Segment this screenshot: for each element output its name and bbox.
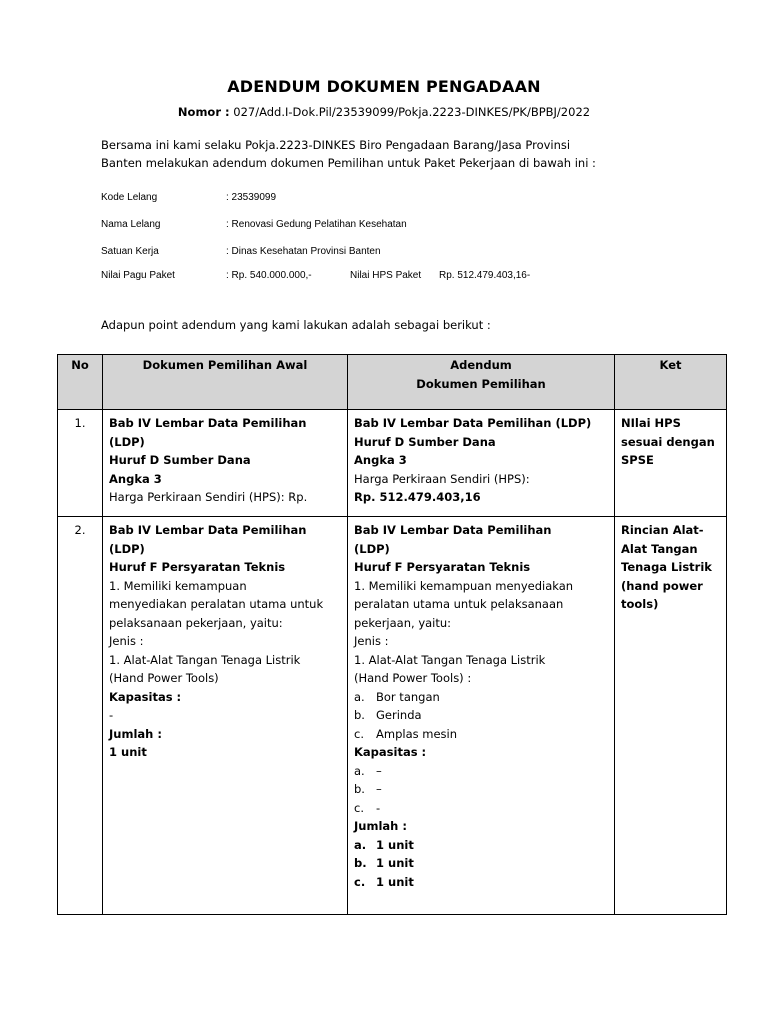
text-line: (LDP)	[354, 541, 390, 556]
text-line: pelaksanaan pekerjaan, yaitu:	[109, 615, 283, 630]
text-line: 1. Alat-Alat Tangan Tenaga Listrik	[109, 652, 301, 667]
text-line: Harga Perkiraan Sendiri (HPS):	[354, 471, 530, 486]
intro-paragraph	[101, 136, 701, 172]
table-header-row	[58, 355, 727, 410]
cell-awal	[103, 410, 348, 517]
text-line: pekerjaan, yaitu:	[354, 615, 452, 630]
point-intro: Adapun point adendum yang kami lakukan adalah sebagai berikut :	[101, 318, 491, 332]
list-item: b. –	[354, 782, 382, 796]
adendum-table	[57, 354, 727, 915]
text-line: 1. Alat-Alat Tangan Tenaga Listrik	[354, 652, 546, 667]
document-number	[0, 105, 768, 119]
info-label: Nama Lelang	[101, 219, 161, 230]
list-item: b. 1 unit	[354, 856, 414, 870]
text-line: Jumlah :	[354, 819, 407, 833]
text-line: 1. Memiliki kemampuan	[109, 578, 247, 593]
text-line: Huruf F Persyaratan Teknis	[354, 560, 531, 574]
info-label: Nilai Pagu Paket	[101, 270, 175, 281]
cell-adendum	[348, 410, 615, 517]
text-line: Rp. 512.479.403,16	[354, 490, 481, 504]
info-label: Kode Lelang	[101, 192, 158, 203]
table-row	[58, 517, 727, 915]
cell-awal	[103, 517, 348, 915]
text-line: Bab IV Lembar Data Pemilihan	[354, 523, 552, 537]
info-hps-value: Rp. 512.479.403,16-	[439, 270, 531, 281]
intro-line-1: Bersama ini kami selaku Pokja.2223-DINKES Biro Pengadaan Barang/Jasa Provinsi	[101, 138, 571, 152]
text-line: Harga Perkiraan Sendiri (HPS): Rp.	[109, 490, 308, 504]
text-line: tools)	[621, 597, 659, 611]
text-line: sesuai dengan	[621, 434, 715, 449]
text-line: Bab IV Lembar Data Pemilihan (LDP)	[109, 416, 307, 449]
info-value: : Rp. 540.000.000,-	[226, 270, 312, 281]
text-line: Kapasitas :	[354, 745, 427, 759]
info-value: : Renovasi Gedung Pelatihan Kesehatan	[226, 219, 407, 230]
text-line: peralatan utama untuk pelaksanaan	[354, 597, 564, 611]
header-adendum	[348, 355, 615, 410]
nomor-value: 027/Add.I-Dok.Pil/23539099/Pokja.2223-DINKES/PK/BPBJ/2022	[233, 105, 591, 119]
list-item: b. Gerinda	[354, 708, 422, 722]
info-value: : 23539099	[226, 192, 277, 203]
header-adendum-line2: Dokumen Pemilihan	[416, 376, 546, 391]
header-no: No	[58, 355, 103, 410]
text-line: Angka 3	[109, 471, 162, 486]
list-item: a. –	[354, 763, 382, 778]
list-item: c. -	[354, 800, 381, 815]
list-item: a. 1 unit	[354, 837, 414, 852]
text-line: Kapasitas :	[109, 689, 182, 704]
header-adendum-line1: Adendum	[450, 358, 512, 372]
text-line: Huruf D Sumber Dana	[354, 434, 496, 449]
text-line: Alat Tangan	[621, 541, 698, 556]
text-line: 1 unit	[109, 745, 147, 759]
table-row	[58, 410, 727, 517]
text-line: Huruf D Sumber Dana	[109, 453, 251, 467]
cell-no: 2.	[58, 517, 103, 915]
text-line: (Hand Power Tools) :	[354, 671, 472, 685]
info-label: Satuan Kerja	[101, 246, 159, 257]
text-line: NIlai HPS	[621, 416, 681, 430]
text-line: (hand power	[621, 578, 703, 593]
cell-adendum	[348, 517, 615, 915]
header-ket: Ket	[615, 355, 727, 410]
cell-no: 1.	[58, 410, 103, 517]
text-line: (LDP)	[109, 541, 145, 556]
list-item: c. 1 unit	[354, 874, 414, 889]
info-hps-label: Nilai HPS Paket	[350, 270, 422, 281]
text-line: Jenis :	[109, 634, 144, 648]
info-value: : Dinas Kesehatan Provinsi Banten	[226, 246, 381, 257]
text-line: Tenaga Listrik	[621, 560, 712, 574]
text-line: Angka 3	[354, 453, 407, 467]
list-item: c. Amplas mesin	[354, 726, 458, 741]
text-line: Bab IV Lembar Data Pemilihan (LDP)	[354, 416, 592, 430]
cell-ket	[615, 517, 727, 915]
text-line: (Hand Power Tools)	[109, 671, 219, 685]
text-line: Bab IV Lembar Data Pemilihan	[109, 523, 307, 537]
text-line: menyediakan peralatan utama untuk	[109, 597, 324, 611]
nomor-label: Nomor :	[177, 105, 230, 119]
document-title: ADENDUM DOKUMEN PENGADAAN	[227, 77, 541, 96]
header-awal: Dokumen Pemilihan Awal	[103, 355, 348, 410]
text-line: Jumlah :	[109, 726, 162, 741]
cell-ket	[615, 410, 727, 517]
text-line: SPSE	[621, 453, 654, 467]
text-line: Jenis :	[354, 634, 389, 648]
list-item: a. Bor tangan	[354, 689, 440, 704]
intro-line-2: Banten melakukan adendum dokumen Pemilihan untuk Paket Pekerjaan di bawah ini :	[101, 156, 596, 170]
text-line: Rincian Alat-	[621, 523, 704, 537]
text-line: -	[109, 708, 114, 722]
text-line: Huruf F Persyaratan Teknis	[109, 560, 286, 574]
text-line: 1. Memiliki kemampuan menyediakan	[354, 578, 574, 593]
